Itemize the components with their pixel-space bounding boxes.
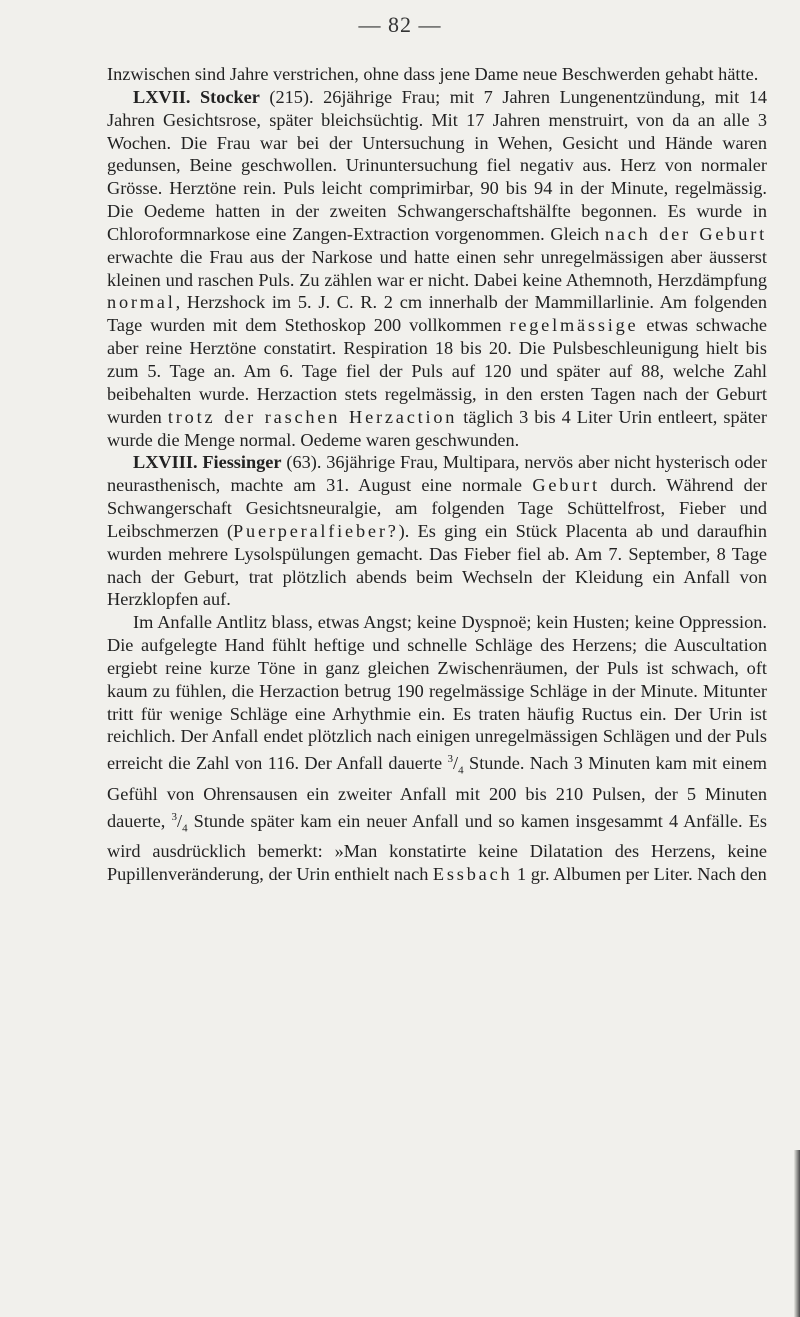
case-text: erwachte die Frau aus der Narkose und hatte einen sehr unregelmässigen aber äusserst kleinen und raschen Puls. Zu zählen war er nicht. Dabei keine Athemnoth, Herzdämpfung — [107, 246, 767, 290]
case-text: 1 gr. Albumen per Liter. Nach den — [512, 864, 767, 885]
case-text: Stunde später kam ein neuer Anfall und so kamen insgesammt 4 Anfälle. Es wird ausdrücklich bemerkt: »Man konstatirte keine Dilatation des Herzens, keine Pupillenveränderung, der Urin enthielt nach — [107, 810, 767, 885]
fraction-three-quarters: $^3/_4$ — [171, 810, 188, 835]
fraction-three-quarters: $^3/_4$ — [447, 753, 464, 778]
case-text: ). Es ging ein Stück Placenta ab und daraufhin wurden mehrere Lysolspülungen gemacht. Das Fieber fiel ab. Am 7. September, 8 Tage nach der Geburt, trat plötzlich abends beim Wechseln der Kleidung ein Anfall von Herzklopfen auf. — [107, 520, 767, 610]
case-author: Stocker — [199, 86, 260, 107]
case-number: LXVII. — [133, 86, 191, 107]
spaced-emphasis: Essbach — [432, 864, 513, 885]
body-text — [107, 63, 767, 886]
page-edge-shadow — [794, 1150, 800, 1317]
spaced-emphasis: nach der Geburt — [604, 223, 767, 244]
spaced-emphasis: trotz der raschen Herzaction — [167, 406, 458, 427]
case-text: Im Anfalle Antlitz blass, etwas Angst; keine Dyspnoë; kein Husten; keine Oppression. Die aufgelegte Hand fühlt heftige und schnelle Schläge des Herzens; die Auscultation ergiebt reine kurze Töne in ganz gleichen Zwischenräumen, der Puls ist schwach, oft kaum zu fühlen, die Herzaction betrug 190 regelmässige Schläge in der Minute. Mitunter tritt für wenige Schläge eine Arhythmie ein. Es traten häufig Ructus ein. Der Urin ist reichlich. Der Anfall endet plötzlich nach einigen unregelmässigen Schlägen und der Puls erreicht die Zahl von 116. Der Anfall dauerte — [107, 612, 767, 774]
case-text: durch. Während der Schwangerschaft Gesichtsneuralgie, am folgenden Tage Schüttelfrost, Fieber und Leibschmerzen ( — [107, 475, 767, 541]
spaced-emphasis: Geburt — [532, 475, 600, 496]
attack-paragraph — [107, 611, 767, 886]
case-text: Stunde. Nach 3 Minuten kam mit einem Gefühl von Ohrensausen ein zweiter Anfall mit 200 bis 210 Pulsen, der 5 Minuten dauerte, — [107, 753, 767, 831]
case-text: etwas schwache aber reine Herztöne constatirt. Respiration 18 bis 20. Die Pulsbeschleunigung hielt bis zum 5. Tage an. Am 6. Tage fiel der Puls auf 120 und später auf 88, welche Zahl beibehalten wurde. Herzaction stets regelmässig, in den ersten Tagen nach der Geburt wurden — [107, 315, 767, 427]
paragraph-intro: Inzwischen sind Jahre verstrichen, ohne dass jene Dame neue Beschwerden gehabt hätte. — [107, 64, 759, 84]
case-number: LXVIII. — [133, 452, 198, 473]
spaced-emphasis: regelmässige — [509, 315, 639, 336]
page-number: — 82 — — [358, 12, 442, 37]
case-text: (63). 36jährige Frau, Multipara, nervös aber nicht hysterisch oder neurasthenisch, machte am 31. August eine normale — [107, 452, 767, 496]
case-text: täglich 3 bis 4 Liter Urin entleert, später wurde die Menge normal. Oedeme waren geschwunden. — [107, 406, 767, 450]
case-author: Fiessinger — [202, 452, 282, 473]
spaced-emphasis: Puerperalfieber? — [233, 520, 399, 541]
case-67-paragraph — [107, 86, 767, 452]
spaced-emphasis: normal — [107, 292, 176, 313]
case-text: , Herzshock im 5. J. C. R. 2 cm innerhalb der Mammillarlinie. Am folgenden Tage wurden mit dem Stethoskop 200 vollkommen — [107, 292, 767, 336]
case-68-paragraph — [107, 451, 767, 611]
case-text: (215). 26jährige Frau; mit 7 Jahren Lungenentzündung, mit 14 Jahren Gesichtsrose, später bleichsüchtig. Mit 17 Jahren menstruirt, von da an alle 3 Wochen. Die Frau war bei der Untersuchung in Wehen, Gesicht und Hände waren gedunsen, Beine geschwollen. Urinuntersuchung fiel negativ aus. Herz von normaler Grösse. Herztöne rein. Puls leicht comprimirbar, 90 bis 94 in der Minute, regelmässig. Die Oedeme hatten in der zweiten Schwangerschaftshälfte begonnen. Es wurde in Chloroformnarkose eine Zangen-Extraction vorgenommen. Gleich — [107, 86, 767, 244]
